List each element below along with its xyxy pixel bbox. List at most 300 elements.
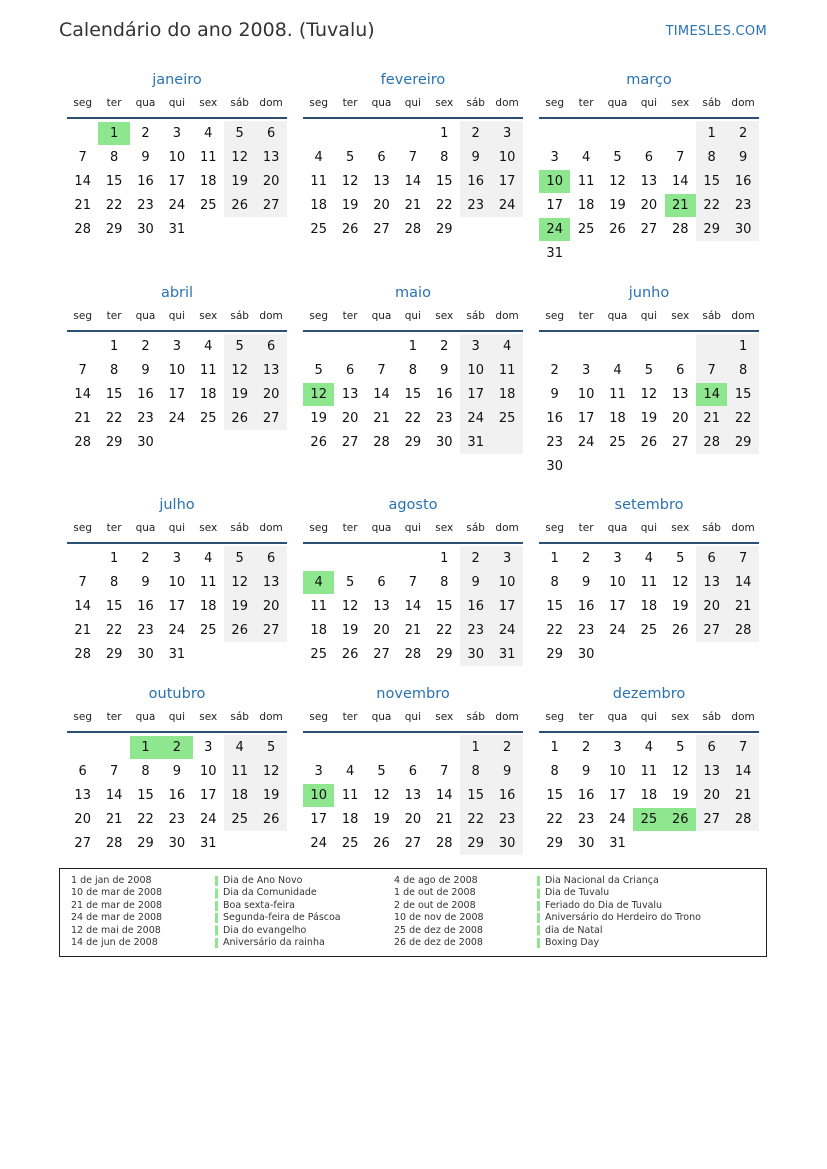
day-cell: 27 [262, 411, 280, 426]
day-cell: 1 [707, 126, 716, 141]
day-cell: 29 [404, 435, 422, 450]
weekday-header: qui [404, 522, 421, 534]
legend-date: 4 de ago de 2008 [394, 875, 478, 886]
weekday-header: qua [135, 522, 156, 534]
day-cell: 11 [640, 575, 658, 590]
day-cell: 7 [408, 150, 418, 165]
day-cell: 30 [577, 647, 595, 662]
day-cell: 21 [74, 198, 91, 213]
weekday-header: qua [607, 310, 628, 322]
day-cell: 13 [703, 575, 720, 590]
day-cell: 12 [609, 174, 626, 189]
weekday-header: ter [106, 711, 122, 723]
day-cell: 30 [168, 836, 186, 851]
day-cell: 19 [231, 174, 248, 189]
day-cell: 16 [467, 599, 484, 614]
weekday-header: sex [671, 310, 690, 322]
weekday-header: sáb [702, 97, 721, 109]
day-cell: 16 [734, 174, 752, 189]
day-cell: 28 [672, 222, 689, 237]
day-cell: 30 [436, 435, 453, 450]
month-name: fevereiro [380, 72, 446, 88]
day-cell: 20 [262, 174, 280, 189]
day-cell: 16 [436, 387, 453, 402]
day-cell: 10 [168, 150, 186, 165]
day-cell: 28 [734, 623, 752, 638]
day-cell: 9 [471, 575, 480, 590]
day-cell: 10 [498, 150, 516, 165]
day-cell: 16 [137, 599, 154, 614]
legend-holiday-name: Dia Nacional da Criança [545, 875, 659, 886]
month-name: junho [628, 285, 670, 301]
day-cell: 13 [373, 599, 390, 614]
day-cell: 31 [168, 222, 186, 237]
day-cell: 28 [74, 647, 91, 662]
holiday-day-cell: 25 [633, 808, 664, 831]
day-cell: 26 [640, 435, 658, 450]
day-cell: 23 [137, 411, 154, 426]
day-cell: 11 [609, 387, 626, 402]
day-cell: 31 [498, 647, 516, 662]
day-cell: 19 [231, 599, 248, 614]
day-cell: 14 [404, 599, 422, 614]
day-cell: 12 [231, 575, 248, 590]
day-cell: 2 [141, 339, 150, 354]
day-cell: 25 [231, 812, 248, 827]
weekday-header: ter [342, 711, 358, 723]
day-cell: 3 [204, 740, 213, 755]
legend-holiday-name: Segunda-feira de Páscoa [223, 912, 341, 924]
weekday-header: sex [671, 522, 690, 534]
day-cell: 20 [74, 812, 91, 827]
month-name: janeiro [152, 72, 202, 88]
day-cell: 18 [341, 812, 359, 827]
day-cell: 20 [703, 788, 720, 803]
day-cell: 8 [471, 764, 480, 779]
weekday-header: dom [495, 522, 519, 534]
day-cell: 30 [498, 836, 516, 851]
weekday-header: qui [640, 522, 657, 534]
day-cell: 28 [74, 222, 91, 237]
weekday-header: sex [199, 522, 218, 534]
day-cell: 28 [436, 836, 453, 851]
day-cell: 3 [581, 363, 591, 378]
day-cell: 20 [373, 623, 390, 638]
day-cell: 8 [440, 575, 449, 590]
holiday-legend [59, 868, 767, 957]
legend-date: 1 de out de 2008 [394, 887, 476, 899]
day-cell: 12 [341, 599, 359, 614]
weekday-header: seg [309, 711, 328, 723]
weekday-header: sex [199, 97, 218, 109]
day-cell: 16 [546, 411, 563, 426]
day-cell: 2 [581, 740, 591, 755]
day-cell: 8 [109, 150, 119, 165]
day-cell: 13 [672, 387, 689, 402]
day-cell: 11 [200, 575, 217, 590]
day-cell: 18 [200, 599, 217, 614]
weekday-header: seg [73, 310, 92, 322]
day-cell: 24 [467, 411, 484, 426]
holiday-day-cell: 24 [539, 218, 570, 241]
holiday-day-cell: 2 [161, 736, 192, 759]
day-cell: 10 [577, 387, 595, 402]
day-cell: 29 [105, 222, 123, 237]
day-cell: 20 [404, 812, 422, 827]
day-cell: 15 [546, 788, 563, 803]
day-cell: 22 [105, 198, 123, 213]
day-cell: 23 [734, 198, 752, 213]
day-cell: 22 [436, 198, 453, 213]
weekday-header: sex [671, 711, 690, 723]
day-cell: 3 [550, 150, 559, 165]
day-cell: 12 [262, 764, 280, 779]
day-cell: 9 [471, 150, 480, 165]
weekday-header: qua [135, 310, 156, 322]
holiday-day-cell: 21 [665, 194, 696, 217]
day-cell: 13 [404, 788, 422, 803]
day-cell: 30 [467, 647, 484, 662]
day-cell: 29 [467, 836, 484, 851]
weekday-header: ter [578, 97, 594, 109]
day-cell: 29 [137, 836, 154, 851]
day-cell: 25 [310, 647, 327, 662]
day-cell: 22 [105, 411, 123, 426]
day-cell: 29 [734, 435, 752, 450]
day-cell: 15 [404, 387, 422, 402]
day-cell: 7 [738, 551, 748, 566]
day-cell: 22 [703, 198, 720, 213]
day-cell: 14 [74, 387, 91, 402]
day-cell: 1 [109, 339, 119, 354]
day-cell: 10 [609, 764, 626, 779]
day-cell: 17 [546, 198, 563, 213]
day-cell: 25 [200, 411, 217, 426]
weekday-header: dom [259, 310, 283, 322]
day-cell: 11 [200, 363, 217, 378]
day-cell: 4 [502, 339, 512, 354]
weekday-header: qui [404, 711, 421, 723]
day-cell: 8 [707, 150, 716, 165]
day-cell: 30 [546, 459, 563, 474]
weekday-header: seg [545, 711, 564, 723]
day-cell: 23 [546, 435, 563, 450]
day-cell: 24 [200, 812, 217, 827]
month-header-rule [303, 330, 523, 332]
day-cell: 16 [168, 788, 186, 803]
day-cell: 3 [172, 551, 182, 566]
holiday-day-cell: 10 [303, 784, 334, 807]
day-cell: 30 [734, 222, 752, 237]
day-cell: 30 [137, 647, 154, 662]
weekday-header: sáb [230, 97, 249, 109]
site-link[interactable]: TIMESLES.COM [665, 24, 767, 39]
day-cell: 22 [546, 623, 563, 638]
month-name: setembro [614, 497, 684, 513]
weekday-header: ter [106, 522, 122, 534]
day-cell: 6 [266, 551, 276, 566]
day-cell: 19 [262, 788, 280, 803]
day-cell: 10 [609, 575, 626, 590]
day-cell: 19 [310, 411, 327, 426]
day-cell: 30 [577, 836, 595, 851]
day-cell: 29 [105, 647, 123, 662]
day-cell: 19 [341, 198, 359, 213]
day-cell: 5 [345, 150, 355, 165]
day-cell: 4 [204, 551, 213, 566]
weekday-header: qui [404, 310, 421, 322]
day-cell: 25 [577, 222, 595, 237]
day-cell: 4 [235, 740, 244, 755]
legend-date: 1 de jan de 2008 [71, 875, 152, 886]
legend-dates-right [394, 875, 484, 949]
day-cell: 16 [467, 174, 484, 189]
month-name: dezembro [612, 686, 686, 702]
day-cell: 1 [550, 740, 559, 755]
day-cell: 6 [707, 740, 716, 755]
day-cell: 28 [703, 435, 720, 450]
day-cell: 7 [408, 575, 418, 590]
weekday-header: sáb [702, 310, 721, 322]
month-name: maio [395, 285, 431, 301]
month-name: julho [159, 497, 195, 513]
weekday-header: qui [404, 97, 421, 109]
legend-holiday-name: Boa sexta-feira [223, 899, 295, 911]
day-cell: 28 [404, 647, 422, 662]
day-cell: 27 [640, 222, 658, 237]
weekday-header: sex [435, 97, 454, 109]
day-cell: 3 [502, 126, 512, 141]
day-cell: 19 [341, 623, 359, 638]
day-cell: 22 [404, 411, 422, 426]
day-cell: 31 [168, 647, 186, 662]
day-cell: 17 [200, 788, 217, 803]
day-cell: 9 [141, 150, 150, 165]
day-cell: 10 [168, 575, 186, 590]
month-name: março [626, 72, 672, 88]
weekday-header: seg [545, 310, 564, 322]
day-cell: 21 [105, 812, 123, 827]
weekday-header: sex [671, 97, 690, 109]
day-cell: 7 [377, 363, 386, 378]
holiday-day-cell: 26 [665, 808, 696, 831]
day-cell: 1 [440, 551, 449, 566]
month-header-rule [303, 542, 523, 544]
day-cell: 17 [310, 812, 327, 827]
day-cell: 20 [262, 599, 280, 614]
day-cell: 26 [373, 836, 390, 851]
weekday-header: qui [168, 522, 185, 534]
day-cell: 26 [341, 647, 359, 662]
day-cell: 6 [345, 363, 355, 378]
weekday-header: dom [259, 522, 283, 534]
day-cell: 3 [172, 339, 182, 354]
day-cell: 4 [644, 740, 654, 755]
day-cell: 1 [408, 339, 418, 354]
day-cell: 21 [734, 788, 752, 803]
legend-holiday-name: Aniversário do Herdeiro do Trono [545, 912, 701, 924]
day-cell: 25 [341, 836, 359, 851]
day-cell: 2 [471, 126, 480, 141]
day-cell: 13 [341, 387, 359, 402]
day-cell: 22 [734, 411, 752, 426]
day-cell: 5 [613, 150, 622, 165]
weekday-header: ter [578, 711, 594, 723]
day-cell: 26 [262, 812, 280, 827]
day-cell: 21 [436, 812, 453, 827]
day-cell: 11 [310, 599, 327, 614]
day-cell: 21 [373, 411, 390, 426]
day-cell: 14 [74, 174, 91, 189]
day-cell: 27 [373, 222, 390, 237]
legend-date: 12 de mai de 2008 [71, 924, 161, 936]
day-cell: 17 [498, 599, 516, 614]
day-cell: 8 [109, 575, 119, 590]
day-cell: 16 [577, 599, 595, 614]
month-name: abril [160, 285, 194, 301]
day-cell: 21 [703, 411, 720, 426]
legend-holiday-name: Feriado do Dia de Tuvalu [545, 899, 663, 911]
day-cell: 9 [141, 363, 150, 378]
month-header-rule [539, 330, 759, 332]
day-cell: 25 [609, 435, 626, 450]
day-cell: 23 [137, 198, 154, 213]
day-cell: 27 [672, 435, 689, 450]
day-cell: 20 [373, 198, 390, 213]
day-cell: 7 [738, 740, 748, 755]
day-cell: 4 [644, 551, 654, 566]
day-cell: 11 [310, 174, 327, 189]
day-cell: 23 [577, 623, 595, 638]
day-cell: 24 [498, 198, 516, 213]
day-cell: 22 [137, 812, 154, 827]
day-cell: 4 [204, 126, 213, 141]
weekday-header: qua [371, 522, 392, 534]
day-cell: 9 [581, 764, 591, 779]
day-cell: 16 [577, 788, 595, 803]
day-cell: 15 [436, 174, 453, 189]
day-cell: 6 [676, 363, 685, 378]
day-cell: 3 [314, 764, 323, 779]
day-cell: 26 [310, 435, 327, 450]
day-cell: 24 [168, 623, 186, 638]
day-cell: 15 [467, 788, 484, 803]
day-cell: 6 [266, 339, 276, 354]
month-name: novembro [376, 686, 450, 702]
day-cell: 19 [672, 788, 689, 803]
day-cell: 23 [577, 812, 595, 827]
weekday-header: dom [731, 711, 755, 723]
day-cell: 6 [78, 764, 87, 779]
weekday-header: dom [495, 97, 519, 109]
weekday-header: sex [199, 310, 218, 322]
day-cell: 18 [231, 788, 248, 803]
weekday-header: sáb [466, 97, 485, 109]
day-cell: 10 [498, 575, 516, 590]
month-header-rule [303, 731, 523, 733]
weekday-header: qui [640, 310, 657, 322]
day-cell: 14 [105, 788, 123, 803]
weekday-header: qua [607, 97, 628, 109]
day-cell: 5 [676, 551, 685, 566]
weekday-header: seg [73, 97, 92, 109]
legend-holiday-name: dia de Natal [545, 924, 603, 936]
day-cell: 20 [341, 411, 359, 426]
day-cell: 13 [262, 363, 280, 378]
day-cell: 24 [310, 836, 327, 851]
holiday-day-cell: 10 [539, 170, 570, 193]
day-cell: 4 [204, 339, 213, 354]
day-cell: 19 [640, 411, 658, 426]
day-cell: 2 [502, 740, 512, 755]
legend-names-left [223, 875, 341, 949]
day-cell: 1 [109, 551, 119, 566]
weekday-header: qua [607, 711, 628, 723]
day-cell: 26 [341, 222, 359, 237]
weekday-header: seg [73, 711, 92, 723]
weekday-header: seg [309, 310, 328, 322]
day-cell: 13 [262, 575, 280, 590]
day-cell: 27 [262, 623, 280, 638]
day-cell: 23 [168, 812, 186, 827]
day-cell: 10 [200, 764, 217, 779]
day-cell: 24 [168, 198, 186, 213]
day-cell: 27 [703, 623, 720, 638]
day-cell: 20 [703, 599, 720, 614]
day-cell: 26 [672, 623, 689, 638]
day-cell: 31 [546, 246, 563, 261]
day-cell: 27 [74, 836, 91, 851]
day-cell: 25 [498, 411, 516, 426]
weekday-header: ter [342, 97, 358, 109]
weekday-header: sex [435, 310, 454, 322]
day-cell: 12 [341, 174, 359, 189]
day-cell: 9 [550, 387, 559, 402]
day-cell: 5 [266, 740, 276, 755]
day-cell: 21 [734, 599, 752, 614]
day-cell: 24 [168, 411, 186, 426]
weekday-header: ter [578, 522, 594, 534]
day-cell: 3 [172, 126, 182, 141]
day-cell: 3 [613, 740, 622, 755]
day-cell: 4 [314, 150, 323, 165]
day-cell: 7 [440, 764, 449, 779]
day-cell: 2 [471, 551, 480, 566]
day-cell: 3 [502, 551, 512, 566]
day-cell: 4 [613, 363, 622, 378]
day-cell: 25 [200, 623, 217, 638]
day-cell: 3 [471, 339, 480, 354]
legend-date: 2 de out de 2008 [394, 899, 476, 911]
day-cell: 18 [200, 387, 217, 402]
weekday-header: dom [731, 522, 755, 534]
day-cell: 16 [137, 387, 154, 402]
day-cell: 17 [168, 599, 186, 614]
day-cell: 24 [609, 812, 626, 827]
day-cell: 2 [738, 126, 748, 141]
holiday-day-cell: 1 [98, 122, 129, 145]
day-cell: 8 [440, 150, 449, 165]
day-cell: 15 [734, 387, 752, 402]
weekday-header: sáb [230, 711, 249, 723]
day-cell: 15 [703, 174, 720, 189]
day-cell: 8 [141, 764, 150, 779]
weekday-header: seg [545, 97, 564, 109]
day-cell: 9 [581, 575, 591, 590]
day-cell: 15 [105, 599, 123, 614]
day-cell: 2 [440, 339, 449, 354]
day-cell: 11 [231, 764, 248, 779]
